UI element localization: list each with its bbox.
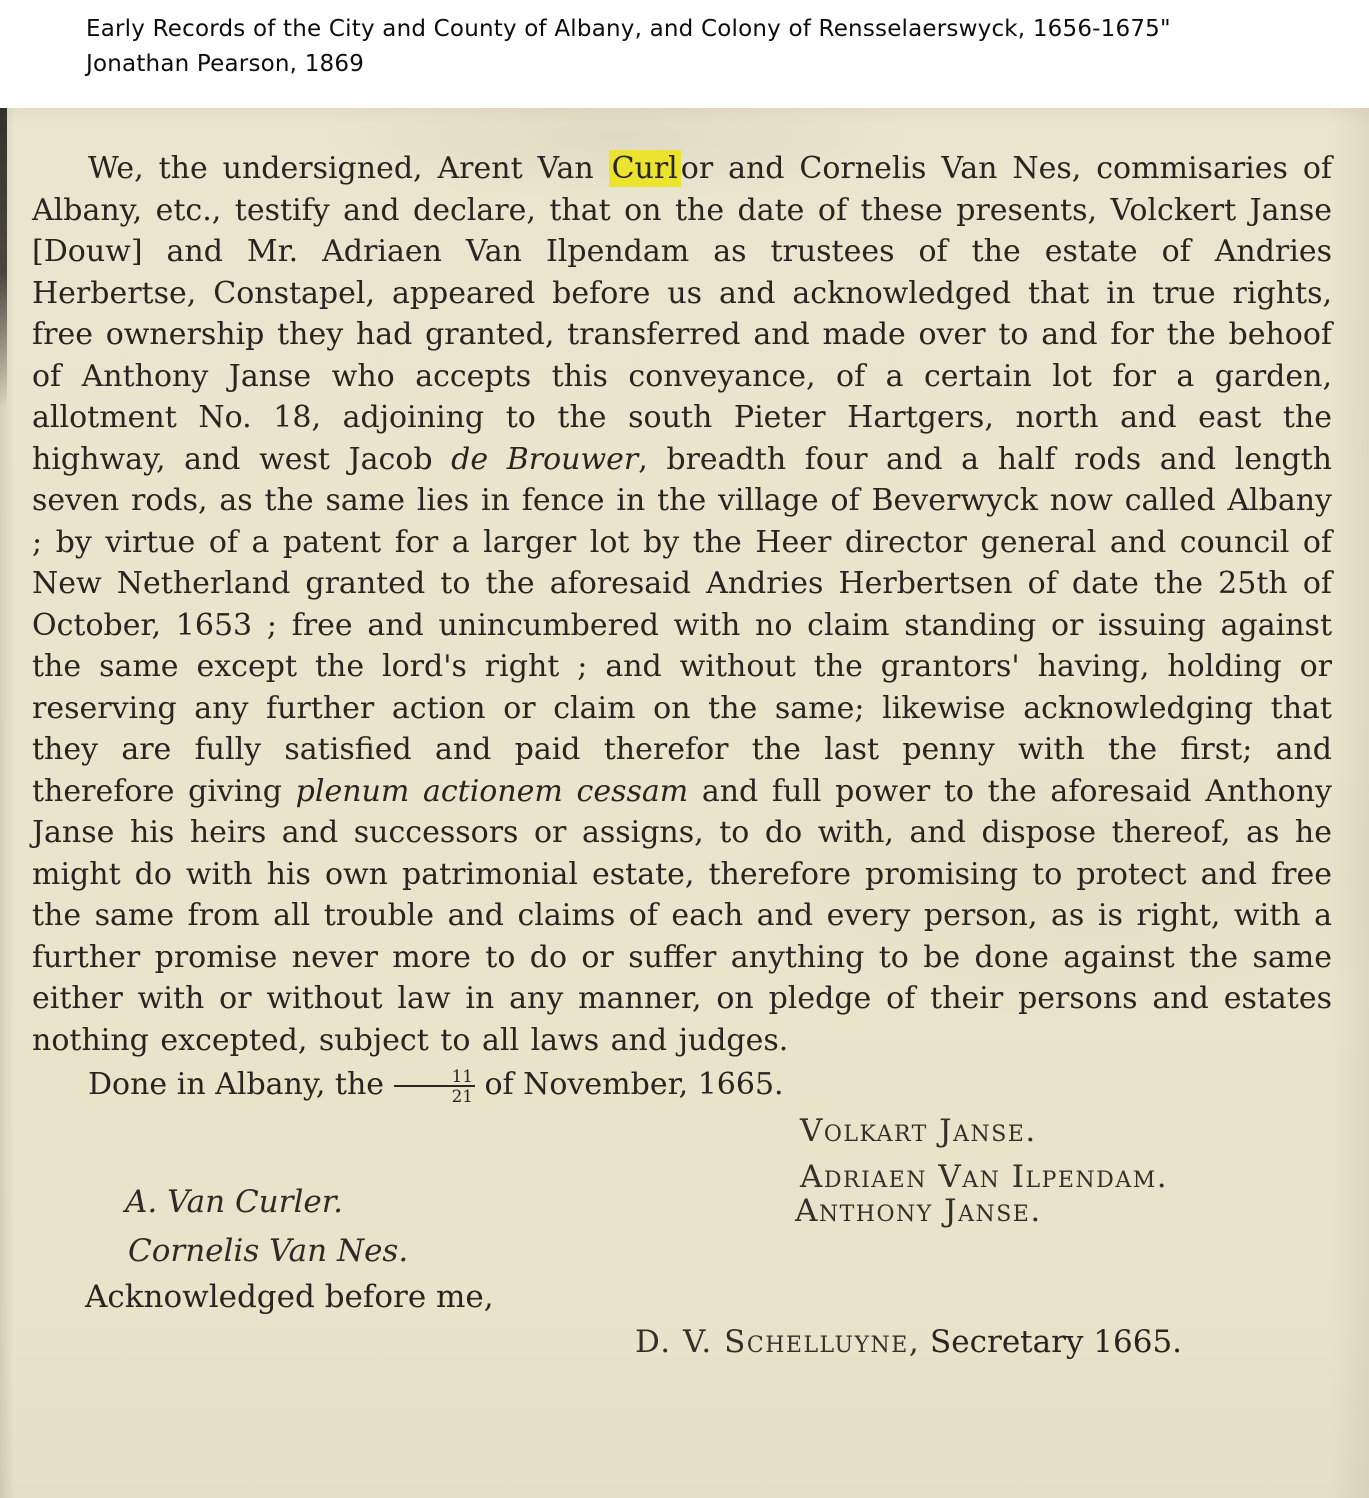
- acknowledgment-line: Acknowledged before me,: [85, 1278, 494, 1315]
- signature-adriaen-van-ilpendam: Adriaen Van Ilpendam.: [800, 1158, 1169, 1195]
- source-author: Jonathan Pearson, 1869: [86, 51, 365, 77]
- signature-volkart-janse: Volkart Janse.: [800, 1112, 1037, 1149]
- italic-latin-phrase: plenum actionem cessam: [295, 773, 689, 809]
- dateline-prefix: Done in Albany, the: [88, 1067, 394, 1102]
- signature-anthony-janse: Anthony Janse.: [795, 1192, 1042, 1229]
- caption-bar: [0, 0, 1369, 108]
- signature-cornelis-van-nes: Cornelis Van Nes.: [128, 1232, 409, 1269]
- paragraph-segment: We, the undersigned, Arent Van: [88, 151, 609, 186]
- dateline-suffix: of November, 1665.: [474, 1067, 784, 1102]
- page-edge-shadow: [0, 108, 7, 408]
- highlighted-term: Curl: [609, 150, 681, 187]
- dateline: [32, 1064, 1332, 1106]
- fraction-numerator: 11: [394, 1067, 475, 1087]
- signature-block: [32, 1110, 1332, 1370]
- source-title: Early Records of the City and County of Albany, and Colony of Rensselaerswyck, 1656-1675": [86, 16, 1171, 42]
- signature-a-van-curler: A. Van Curler.: [125, 1183, 343, 1220]
- fraction-denominator: 21: [451, 1086, 473, 1107]
- paragraph-segment: and full power to the aforesaid Anthony Janse his heirs and successors or assigns, to do with, and dispose thereof, as he might do with his own patrimonial estate, therefore promising to protect and free the same from all trouble and claims of each and every person, as is right, with a further promise never more to do or suffer anything to be done against the same either with or without law in any manner, on pledge of their persons and estates nothing excepted, subject to all laws and judges.: [32, 773, 1332, 1058]
- secretary-name: D. V. Schelluyne,: [635, 1323, 921, 1360]
- deed-paragraph: [32, 148, 1332, 1061]
- secretary-title: Secretary 1665.: [920, 1323, 1183, 1360]
- date-fraction: [394, 1067, 475, 1105]
- scanned-page: [0, 108, 1369, 1498]
- document-text: [32, 148, 1332, 1370]
- paragraph-segment: or and Cornelis Van Nes, commisaries of Albany, etc., testify and declare, that on the date of these presents, Volckert Janse [Douw] and Mr. Adriaen Van Ilpendam as trustees of the estate of Andries Herbertse, Constapel, appeared before us and acknowledged that in true rights, free ownership they had granted, transferred and made over to and for the behoof of Anthony Janse who accepts this conveyance, of a certain lot for a garden, allotment No. 18, adjoining to the south Pieter Hartgers, north and east the highway, and west Jacob: [32, 151, 1332, 477]
- secretary-line: [635, 1322, 1182, 1364]
- italic-name-de-brouwer: de Brouwer: [451, 441, 639, 477]
- paragraph-segment: , breadth four and a half rods and length seven rods, as the same lies in fence in the village of Beverwyck now called Albany ; by virtue of a patent for a larger lot by the Heer director general and council of New Netherland granted to the aforesaid Andries Herbertsen of date the 25th of October, 1653 ; free and unincumbered with no claim standing or issuing against the same except the lord's right ; and without the grantors' having, holding or reserving any further action or claim on the same; likewise acknowledging that they are fully satisfied and paid therefor the last penny with the first; and therefore giving: [32, 441, 1332, 809]
